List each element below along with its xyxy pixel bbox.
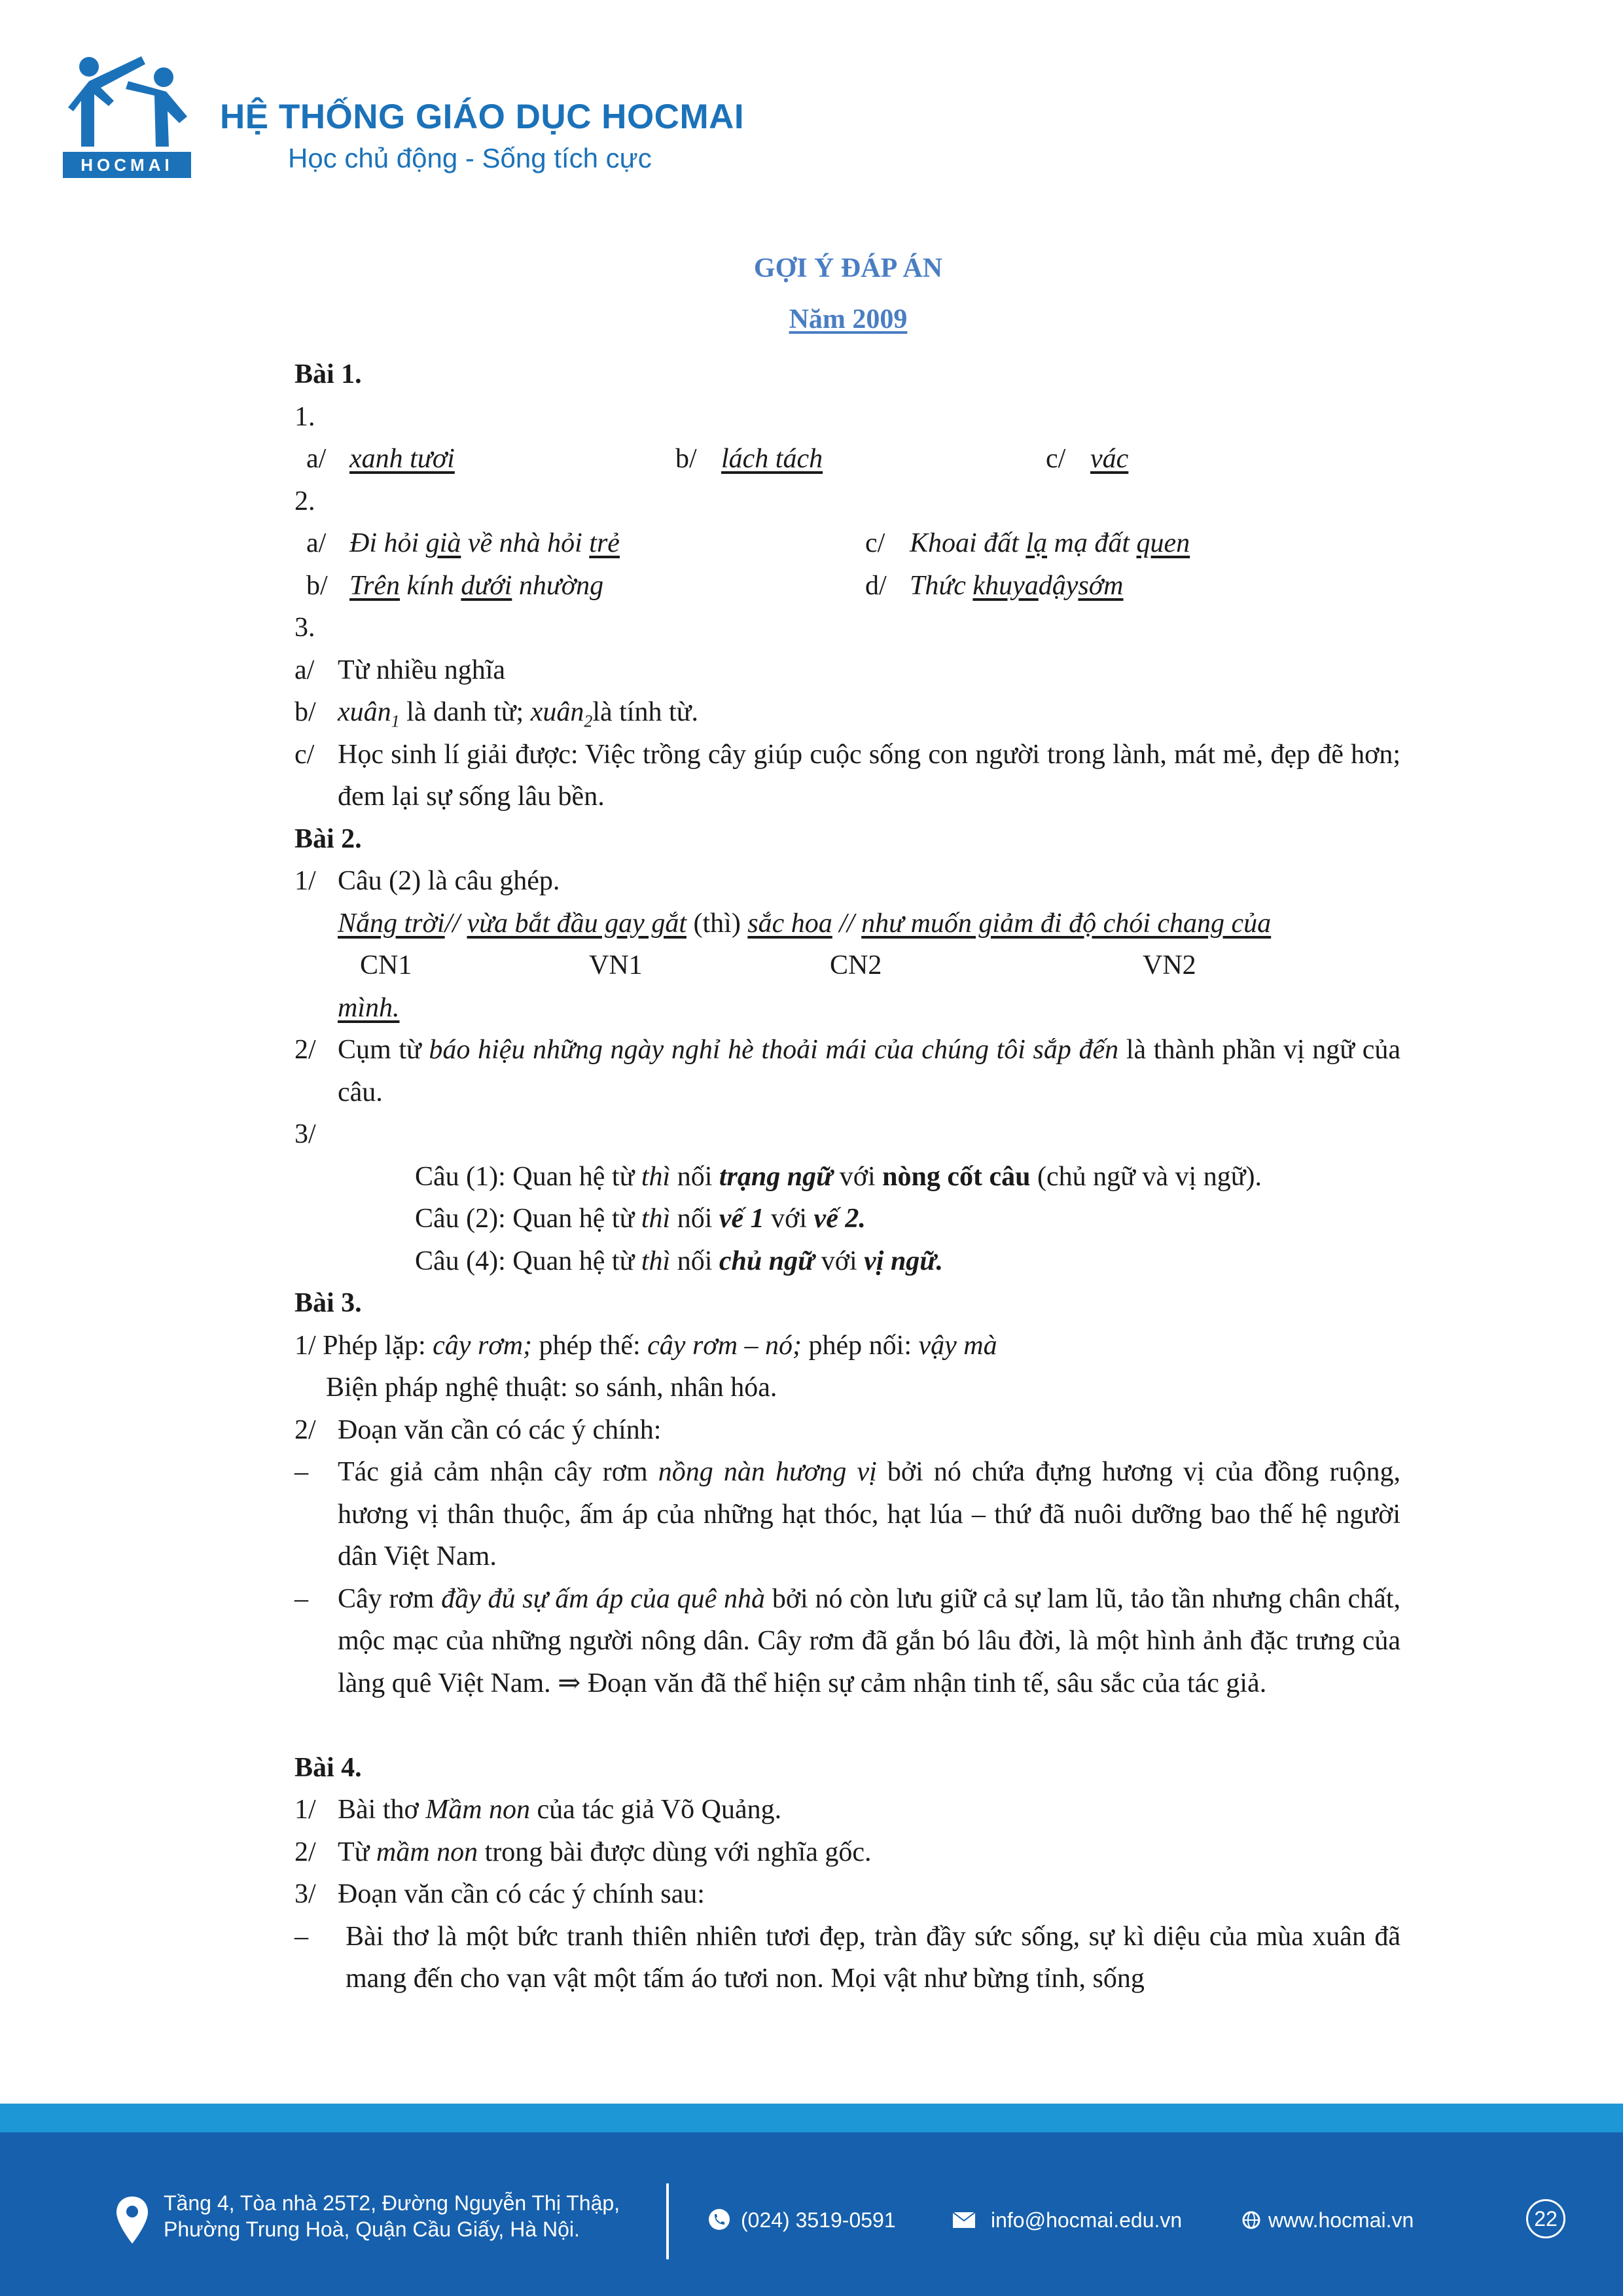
footer-phone[interactable]: (024) 3519-0591: [741, 2208, 896, 2232]
bai1-item-1: 1.: [294, 401, 315, 432]
bai4-p2: 2/ Từ mầm non trong bài được dùng với nghĩa gốc.: [294, 1837, 872, 1867]
location-pin-icon: [116, 2197, 148, 2244]
page-number: 22: [1526, 2199, 1565, 2238]
bai4-dash-1: – Bài thơ là một bức tranh thiên nhiên tươi đẹp, tràn đầy sức sống, sự kì diệu của mùa xuân đã mang đến cho vạn vật một tấm áo tươi non. Mọi vật như bừng tỉnh, sống: [294, 1921, 1400, 1994]
bai1-q2-row2: b/ Trên kính dưới nhường d/ Thức khuyadậysớm: [306, 570, 1124, 601]
doc-subtitle: Năm 2009: [789, 304, 908, 334]
bai1-heading: Bài 1.: [294, 359, 362, 389]
bai4-p3: 3/ Đoạn văn cần có các ý chính sau:: [294, 1879, 705, 1909]
bai2-cau4: Câu (4): Quan hệ từ thì nối chủ ngữ với vị ngữ.: [415, 1246, 943, 1276]
bai2-analyzed-sentence: Nắng trời// vừa bắt đầu gay gắt (thì) sắc hoa // như muốn giảm đi độ chói chang của: [338, 908, 1272, 939]
email-icon: [953, 2212, 975, 2228]
footer-divider: [666, 2183, 669, 2259]
bai2-labels: CN1 VN1 CN2 VN2: [360, 950, 1196, 980]
bai4-heading: Bài 4.: [294, 1752, 362, 1783]
phone-icon: [708, 2208, 730, 2231]
bai3-p1b: Biện pháp nghệ thuật: so sánh, nhân hóa.: [326, 1372, 777, 1403]
footer-stripe: [0, 2104, 1623, 2132]
bai2-cau2: Câu (2): Quan hệ từ thì nối vế 1 với vế 2.: [415, 1204, 866, 1234]
bai2-cau1: Câu (1): Quan hệ từ thì nối trạng ngữ với nòng cốt câu (chủ ngữ và vị ngữ).: [415, 1161, 1262, 1192]
bai1-item-3: 3.: [294, 613, 315, 643]
bai1-q3-b: b/ xuân$_1$ là danh từ; xuân$_2$là tính từ.: [294, 697, 698, 731]
footer-address-line1: Tầng 4, Tòa nhà 25T2, Đường Nguyễn Thị Thập,: [164, 2191, 620, 2215]
bai2-p1: 1/ Câu (2) là câu ghép.: [294, 866, 560, 896]
brand-slogan: Học chủ động - Sống tích cực: [288, 143, 652, 173]
bai2-heading: Bài 2.: [294, 823, 362, 854]
globe-icon: [1242, 2211, 1260, 2229]
bai4-p1: 1/ Bài thơ Mầm non của tác giả Võ Quảng.: [294, 1795, 782, 1825]
footer-address-line2: Phường Trung Hoà, Quận Cầu Giấy, Hà Nội.: [164, 2217, 580, 2241]
bai2-p2: 2/ Cụm từ báo hiệu những ngày nghỉ hè thoải mái của chúng tôi sắp đến là thành phần vị ngữ của câu.: [294, 1035, 1400, 1107]
brand-title: HỆ THỐNG GIÁO DỤC HOCMAI: [220, 98, 745, 136]
bai3-p2: 2/ Đoạn văn cần có các ý chính:: [294, 1414, 662, 1445]
footer-email[interactable]: info@hocmai.edu.vn: [991, 2208, 1183, 2232]
bai1-q3-a: a/ Từ nhiều nghĩa: [294, 655, 506, 685]
footer-website[interactable]: www.hocmai.vn: [1268, 2208, 1414, 2232]
bai1-q2-row1: a/ Đi hỏi già về nhà hỏi trẻ c/ Khoai đất lạ mạ đất quen: [306, 528, 1190, 558]
bai1-item-2: 2.: [294, 486, 315, 516]
bai2-p3: 3/: [294, 1119, 316, 1149]
bai3-dash-1: – Tác giả cảm nhận cây rơm nồng nàn hương vị bởi nó chứa đựng hương vị của đồng ruộng, hương vị thân thuộc, ấm áp của những hạt thóc, hạt lúa – thứ đã nuôi dưỡng bao thế hệ người dân Việt Nam.: [294, 1457, 1400, 1571]
bai3-p1: 1/ Phép lặp: cây rơm; phép thế: cây rơm – nó; phép nối: vậy mà: [294, 1330, 997, 1361]
bai3-dash-2: – Cây rơm đầy đủ sự ấm áp của quê nhà bởi nó còn lưu giữ cả sự lam lũ, tảo tần nhưng chân chất, mộc mạc của những người nông dân. Cây rơm đã gắn bó lâu đời, là một hình ảnh đặc trưng của làng quê Việt Nam. ⇒ Đoạn văn đã thể hiện sự cảm nhận tinh tế, sâu sắc của tác giả.: [294, 1583, 1400, 1698]
bai2-sentence-end: mình.: [338, 992, 400, 1023]
bai1-q1-row: a/ xanh tươi b/ lách tách c/ vác: [306, 444, 1129, 474]
bai3-heading: Bài 3.: [294, 1288, 362, 1318]
logo-text: HOCMAI: [80, 155, 173, 175]
doc-title: GỢI Ý ĐÁP ÁN: [753, 253, 943, 283]
document-body: [294, 353, 1400, 2000]
bai1-q3-c: c/ Học sinh lí giải được: Việc trồng cây giúp cuộc sống con người trong lành, mát mẻ, đẹp đẽ hơn; đem lại sự sống lâu bền.: [294, 739, 1400, 812]
hocmai-logo: [63, 55, 194, 179]
